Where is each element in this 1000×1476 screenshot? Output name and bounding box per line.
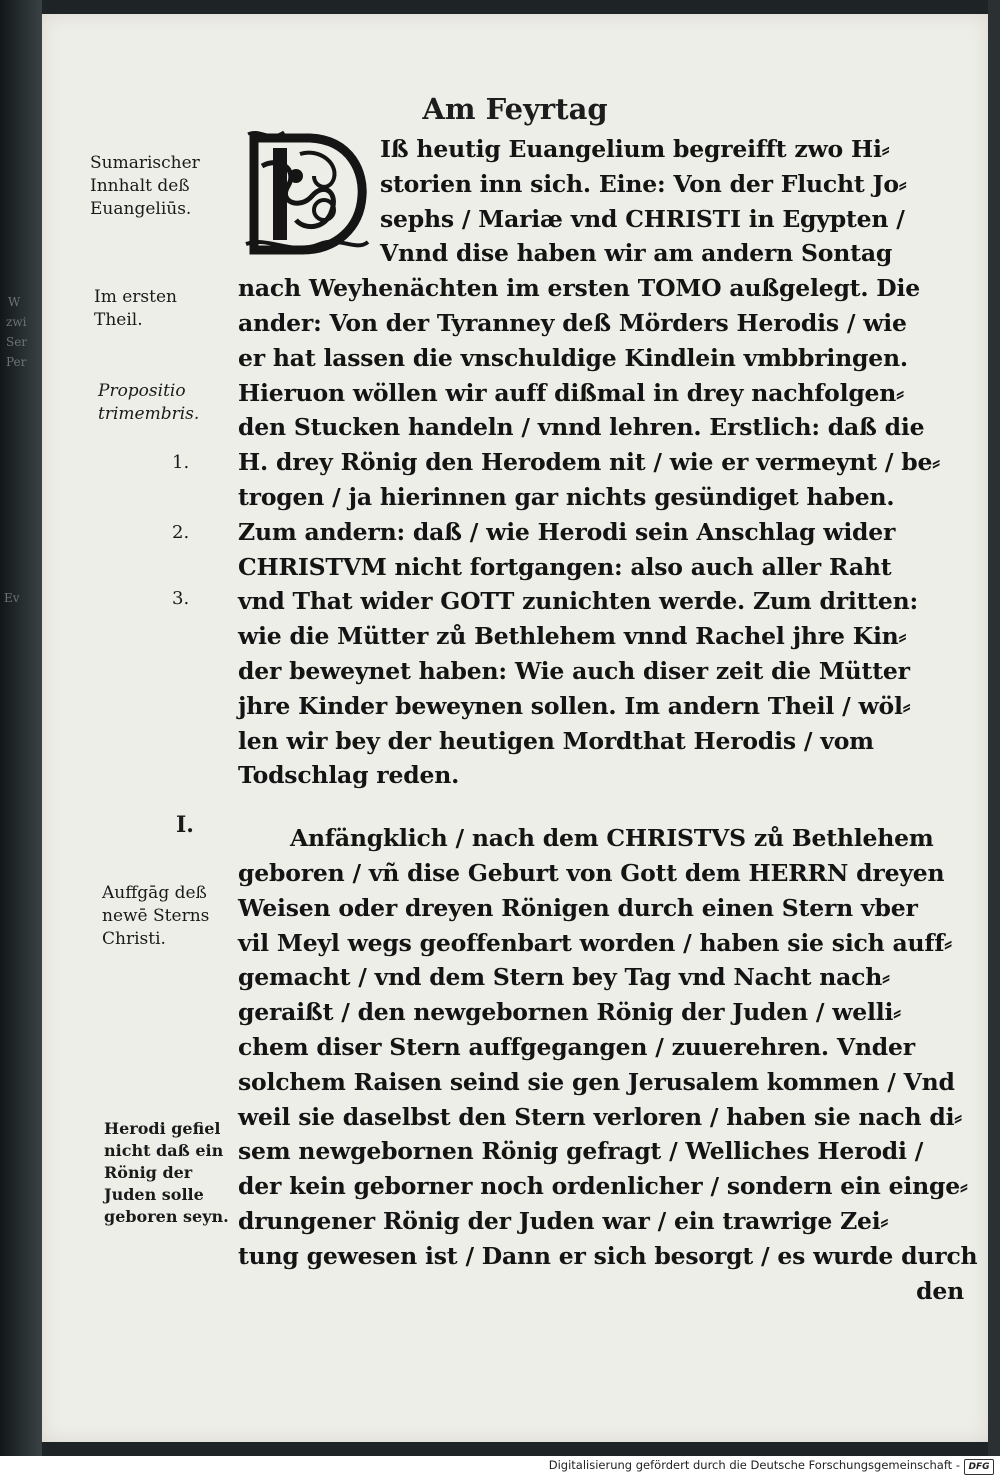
margin-note-herod: Herodi gefiel nicht daß ein Rönig der Juden solle geboren seyn. <box>104 1119 229 1226</box>
main-text <box>238 132 978 1308</box>
section-marker: 2. <box>172 522 190 543</box>
text-line: Anfängklich / nach dem CHRISTVS zů Bethlehem <box>290 824 934 853</box>
text-line: sephs / Mariæ vnd CHRISTI in Egypten / <box>380 204 905 233</box>
section-marker: 3. <box>172 588 190 609</box>
text-line: tung gewesen ist / Dann er sich besorgt / es wurde durch <box>238 1241 978 1270</box>
text-line: solchem Raisen seind sie gen Jerusalem kommen / Vnd <box>238 1067 955 1096</box>
text-line: nach Weyhenächten im ersten TOMO außgelegt. Die <box>238 274 920 303</box>
text-line: Vnnd dise haben wir am andern Sontag <box>380 239 893 268</box>
bleed-text: zwi <box>6 315 27 329</box>
text-line: er hat lassen die vnschuldige Kindlein vmbbringen. <box>238 343 908 372</box>
text-line: den Stucken handeln / vnnd lehren. Erstlich: daß die <box>238 413 925 442</box>
footer-credit: Digitalisierung gefördert durch die Deutsche Forschungsgemeinschaft - <box>548 1458 960 1472</box>
text-line: storien inn sich. Eine: Von der Flucht Jo⸗ <box>380 169 907 198</box>
text-line: len wir bey der heutigen Mordthat Herodis / vom <box>238 726 874 755</box>
text-line: vnd That wider GOTT zunichten werde. Zum dritten: <box>238 587 919 616</box>
section-marker: I. <box>176 812 194 838</box>
text-line: wie die Mütter zů Bethlehem vnnd Rachel jhre Kin⸗ <box>238 622 907 651</box>
catchword: den <box>916 1276 964 1305</box>
text-line: der beweynet haben: Wie auch diser zeit die Mütter <box>238 656 910 685</box>
text-line: geraißt / den newgebornen Rönig der Juden / welli⸗ <box>238 998 901 1027</box>
text-line: CHRISTVM nicht fortgangen: also auch aller Raht <box>238 552 892 581</box>
scan-border <box>988 0 1000 1476</box>
text-line: gemacht / vnd dem Stern bey Tag vnd Nacht nach⸗ <box>238 963 890 992</box>
text-line: Weisen oder dreyen Rönigen durch einen Stern vber <box>238 893 918 922</box>
text-line: trogen / ja hierinnen gar nichts gesündiget haben. <box>238 482 895 511</box>
adjacent-page-edge <box>0 0 42 1476</box>
text-line: jhre Kinder beweynen sollen. Im andern Theil / wöl⸗ <box>238 691 911 720</box>
margin-note-summary: Sumarischer Innhalt deß Euangeliūs. <box>90 153 200 219</box>
text-line: Iß heutig Euangelium begreifft zwo Hi⸗ <box>380 135 890 163</box>
bleed-text: Ser <box>6 335 28 349</box>
text-line: ander: Von der Tyranney deß Mörders Herodis / wie <box>238 308 907 337</box>
text-line: sem newgebornen Rönig gefragt / Welliches Herodi / <box>238 1137 924 1166</box>
bleed-text: W <box>8 295 21 309</box>
running-header: Am Feyrtag <box>422 92 608 126</box>
text-line: Hieruon wöllen wir auff dißmal in drey nachfolgen⸗ <box>238 378 904 407</box>
bleed-text: Per <box>6 355 27 369</box>
bleed-text: Ev <box>4 591 20 605</box>
text-line: der kein geborner noch ordenlicher / sondern ein einge⸗ <box>238 1172 968 1201</box>
margin-note-propositio: Propositio trimembris. <box>98 381 200 424</box>
text-line: Zum andern: daß / wie Herodi sein Anschlag wider <box>238 517 896 546</box>
margin-note-first-part: Im ersten Theil. <box>94 287 177 330</box>
text-line: H. drey Rönig den Herodem nit / wie er vermeynt / be⸗ <box>238 448 940 477</box>
paragraph-two <box>238 821 978 1308</box>
text-line: weil sie daselbst den Stern verloren / haben sie nach di⸗ <box>238 1102 962 1131</box>
text-line: geboren / vñ dise Geburt von Gott dem HERRN dreyen <box>238 858 945 887</box>
text-line: vil Meyl wegs geoffenbart worden / haben sie sich auff⸗ <box>238 928 952 957</box>
text-line: drungener Rönig der Juden war / ein trawrige Zei⸗ <box>238 1206 889 1235</box>
book-page <box>42 14 988 1442</box>
dfg-logo-icon: DFG <box>964 1459 994 1475</box>
text-line: chem diser Stern auffgegangen / zuuerehren. Vnder <box>238 1032 915 1061</box>
section-marker: 1. <box>172 452 190 473</box>
text-line: Todschlag reden. <box>238 761 460 790</box>
margin-note-star: Auffgāg deß newē Sterns Christi. <box>102 883 210 949</box>
